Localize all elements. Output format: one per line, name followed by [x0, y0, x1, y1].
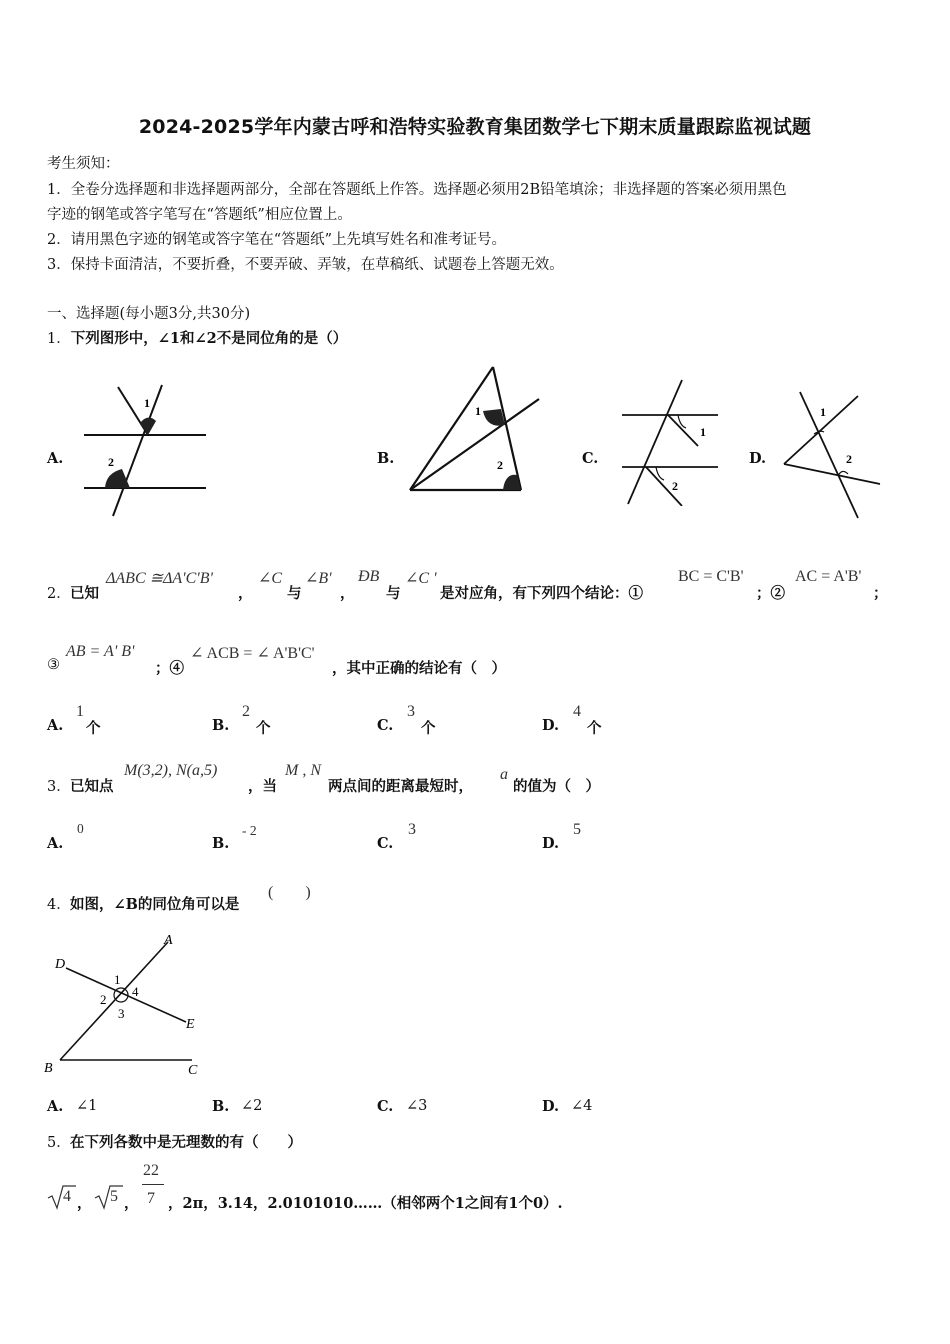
q5-text: 在下列各数中是无理数的有（ ）	[70, 1134, 302, 1151]
q1a-label-2: 2	[108, 455, 114, 469]
page-title: 2024-2025学年内蒙古呼和浩特实验教育集团数学七下期末质量跟踪监视试题	[138, 116, 812, 138]
q2-option-a-unit: 个	[86, 720, 101, 737]
sqrt-5-radicand: 5	[110, 1188, 118, 1205]
q4-option-b-label: B.	[212, 1098, 230, 1115]
fraction-bar	[142, 1184, 164, 1185]
q4-text: 如图，∠B的同位角可以是	[70, 896, 240, 913]
q2-text-5: 与	[386, 585, 401, 602]
q2-text-11: ，其中正确的结论有（ ）	[332, 660, 506, 677]
sqrt-4-symbol	[46, 1182, 78, 1212]
notice-item-1-line-2: 字迹的钢笔或答字笔写在“答题纸”相应位置上。	[47, 207, 352, 223]
q2-math-angle-c: ∠C	[258, 570, 283, 587]
q3-text-3: 两点间的距离最短时，	[328, 778, 473, 795]
q3-option-c-label: C.	[377, 835, 394, 852]
q2-option-c-label: C.	[377, 717, 394, 734]
q1d-label-2: 2	[846, 452, 852, 466]
q1c-label-2: 2	[672, 479, 678, 493]
q5-number: 5．	[47, 1135, 71, 1151]
q2-option-c-value: 3	[407, 703, 415, 720]
q4-paren: ( )	[268, 884, 311, 901]
q4-label-2: 2	[100, 992, 107, 1007]
q1c-label-1: 1	[700, 425, 706, 439]
q2-math-angle-b: ÐB	[358, 568, 380, 585]
q1-figure-d	[778, 390, 882, 520]
fraction-numerator: 22	[143, 1162, 159, 1179]
q3-option-a-label: A.	[47, 835, 64, 852]
q3-text-2: ，当	[248, 778, 277, 795]
q3-number: 3．	[47, 779, 71, 795]
q2-math-angle-b-prime: ∠B'	[305, 570, 332, 587]
q3-math-mn: M , N	[285, 762, 321, 779]
q1-figure-a	[80, 383, 210, 518]
q1-option-a-label: A.	[47, 450, 64, 467]
notice-heading: 考生须知：	[47, 156, 120, 172]
q2-option-d-value: 4	[573, 703, 581, 720]
notice-item-1-line-1: 1．全卷分选择题和非选择题两部分，全部在答题纸上作答。选择题必须用2B铅笔填涂；非选择题的答案必须用黑色	[47, 182, 787, 198]
q2-text-2: ，	[238, 585, 253, 602]
q3-text-4: 的值为（ ）	[513, 778, 600, 795]
q4-label-d: D	[55, 957, 66, 972]
q4-option-a-value: ∠1	[76, 1098, 98, 1114]
q4-label-1: 1	[114, 972, 121, 987]
q3-option-b-value: - 2	[242, 823, 257, 838]
question-1	[47, 327, 347, 348]
q1-figure-c	[620, 378, 730, 506]
q5-sep-2: ，	[124, 1195, 139, 1212]
q3-option-c-value: 3	[408, 821, 416, 838]
q2-text-10: ；④	[155, 660, 184, 677]
q4-option-d-value: ∠4	[571, 1098, 593, 1114]
q3-option-a-value: 0	[77, 821, 84, 836]
q2-option-a-value: 1	[76, 703, 84, 720]
q4-number: 4．	[47, 897, 71, 913]
question-text: 下列图形中，∠1和∠2不是同位角的是（）	[70, 330, 348, 347]
q1-option-b-label: B.	[377, 450, 395, 467]
q3-option-b-label: B.	[212, 835, 230, 852]
q2-option-d-unit: 个	[587, 720, 602, 737]
q4-label-4: 4	[132, 984, 139, 999]
q2-option-d-label: D.	[542, 717, 560, 734]
question-number: 1．	[47, 331, 71, 347]
q1a-label-1: 1	[144, 396, 150, 410]
notice-item-2: 2．请用黑色字迹的钢笔或答字笔在“答题纸”上先填写姓名和准考证号。	[47, 232, 507, 248]
q4-option-d-label: D.	[542, 1098, 560, 1115]
q1-figure-b	[405, 363, 545, 495]
q4-figure	[40, 928, 220, 1080]
section-heading: 一、选择题(每小题3分,共30分)	[47, 306, 251, 322]
q2-option-b-value: 2	[242, 703, 250, 720]
q1b-label-1: 1	[475, 404, 481, 418]
q1-option-c-label: C.	[582, 450, 599, 467]
q3-text-1: 已知点	[70, 778, 114, 795]
q4-label-c: C	[188, 1063, 198, 1078]
q5-rest: ，2π，3.14，2.0101010……（相邻两个1之间有1个0）.	[168, 1195, 563, 1212]
q2-option-c-unit: 个	[421, 720, 436, 737]
q3-math-points: M(3,2), N(a,5)	[124, 762, 218, 779]
q4-label-b: B	[44, 1061, 53, 1076]
q4-option-c-value: ∠3	[406, 1098, 428, 1114]
q2-text-1: 已知	[70, 585, 99, 602]
q4-option-c-label: C.	[377, 1098, 394, 1115]
q3-option-d-label: D.	[542, 835, 560, 852]
q1d-label-1: 1	[820, 405, 826, 419]
q5-sep-1: ，	[77, 1195, 92, 1212]
q4-label-a: A	[164, 933, 173, 948]
q2-text-9: ③	[47, 657, 60, 673]
q2-text-8: ；	[873, 585, 888, 602]
q2-text-7: ；②	[756, 585, 785, 602]
sqrt-5-symbol	[93, 1182, 125, 1212]
q4-label-e: E	[186, 1017, 195, 1032]
q2-conclusion-1: BC = C'B'	[678, 568, 744, 585]
q1-option-d-label: D.	[749, 450, 767, 467]
q4-option-a-label: A.	[47, 1098, 64, 1115]
q2-number: 2．	[47, 586, 71, 602]
q3-option-d-value: 5	[573, 821, 581, 838]
q2-conclusion-2: AC = A'B'	[795, 568, 862, 585]
q2-math-angle-c-prime: ∠C '	[405, 570, 437, 587]
fraction-denominator: 7	[147, 1190, 155, 1207]
q3-math-a: a	[500, 766, 508, 783]
q2-text-3: 与	[287, 585, 302, 602]
q4-option-b-value: ∠2	[241, 1098, 263, 1114]
q2-text-4: ，	[340, 585, 355, 602]
q2-math-congruence: ΔABC ≅ΔA'C'B'	[106, 570, 213, 587]
q2-conclusion-4: ∠ ACB = ∠ A'B'C'	[190, 645, 315, 662]
q4-label-3: 3	[118, 1006, 125, 1021]
q2-option-b-unit: 个	[256, 720, 271, 737]
sqrt-4-radicand: 4	[63, 1188, 71, 1205]
q2-text-6: 是对应角，有下列四个结论：①	[440, 585, 643, 602]
q1b-label-2: 2	[497, 458, 503, 472]
q2-option-b-label: B.	[212, 717, 230, 734]
q2-conclusion-3: AB = A' B'	[66, 643, 135, 660]
q2-option-a-label: A.	[47, 717, 64, 734]
notice-item-3: 3．保持卡面清洁，不要折叠，不要弄破、弄皱，在草稿纸、试题卷上答题无效。	[47, 257, 564, 273]
